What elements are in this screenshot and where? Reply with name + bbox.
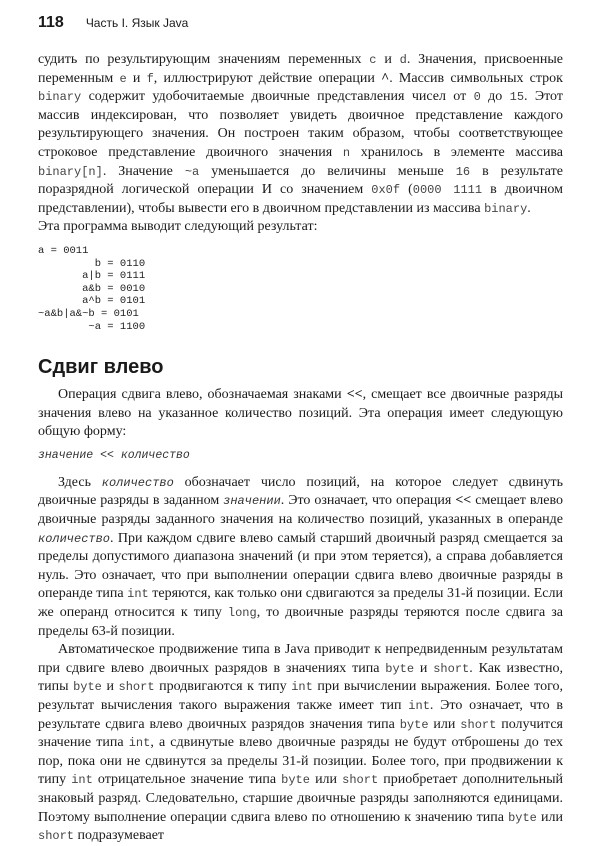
inline-italic-term: значении bbox=[223, 494, 281, 509]
operator-symbol: << bbox=[455, 493, 472, 509]
paragraph-type-promotion: Автоматическое продвижение типа в Java приводит к непредвиденным результатам при сдвиге влево двоичных разрядов в значениях типа byte и short. Как известно, типы byte и short продвигаются к типу int при вычислении выражения. Более того, результат вычисления такого выражения также имеет тип int. Это означает, что в результате сдвига влево двоичных разрядов значения типа byte или short получится значение типа int, а сдвинутые влево двоичные разряды не будут отброшены до тех пор, пока они не сдвинутся за пределы 31-й позиции. Более того, при продвижении к типу int отрицательное значение типа byte или short приобретает дополнительный знаковый разряд. Следовательно, старшие двоичные разряды заполняются единицами. Поэтому выполнение операции сдвига влево по отношению к значению типа byte или short подразумевает bbox=[38, 642, 563, 844]
paragraph-shift-details: Здесь количество обозначает число позиций, на которое следует сдвинуть двоичные разряды в заданном значении. Это означает, что операция << смещает влево двоичные разряды заданного значения на количество позиций, указанных в операнде количество. При каждом сдвиге влево самый старший двоичный разряд смещается за пределы допустимого диапазона значений (и при этом теряется), а справа добавляется нуль. Это означает, что при выполнении операции сдвига влево двоичные разряды в операнде типа int теряются, как только они сдвигаются за пределы 31-й позиции. Если же операнд относится к типу long, то двоичные разряды теряются после сдвига за пределы 63-й позиции. bbox=[38, 474, 564, 639]
inline-code: binary bbox=[484, 201, 528, 216]
running-title: Часть I. Язык Java bbox=[85, 16, 189, 30]
inline-italic-term: количество bbox=[38, 531, 111, 546]
inline-code: 0x0f bbox=[371, 183, 401, 198]
inline-code: 0 bbox=[473, 90, 481, 105]
inline-code: long bbox=[227, 606, 257, 621]
inline-code: int bbox=[71, 773, 93, 788]
page-number: 118 bbox=[38, 14, 64, 31]
inline-code: int bbox=[291, 680, 313, 695]
output-line: a|b = 0111 bbox=[38, 270, 146, 283]
inline-code: e bbox=[119, 71, 127, 86]
output-line: ~a&b|a&~b = 0101 bbox=[38, 307, 139, 320]
inline-code: 15 bbox=[509, 90, 525, 105]
inline-code: byte bbox=[385, 661, 415, 676]
operator-symbol: ^ bbox=[381, 70, 390, 86]
output-line: a&b = 0010 bbox=[38, 282, 146, 295]
output-line: a^b = 0101 bbox=[38, 295, 146, 308]
inline-code: ~a bbox=[184, 164, 200, 179]
inline-code: short bbox=[433, 661, 470, 676]
inline-code: binary[n] bbox=[38, 164, 103, 179]
inline-code: short bbox=[118, 680, 155, 695]
inline-code: int bbox=[408, 699, 430, 713]
inline-code: binary bbox=[38, 90, 82, 105]
inline-code: byte bbox=[73, 680, 102, 695]
paragraph-binary-explanation: судить по результирующим значениям переменных c и d. Значения, присвоенные переменным e и f, иллюстрируют действие операции ^. Массив символьных строк binary содержит удобочитаемые двоичные представления чисел от 0 до 15. Этот массив индексирован, что позволяет увидеть двоичное представление каждого результирующего значения. Он построен таким образом, чтобы соответствующее строковое представление двоичного значения n хранилось в элементе массива binary[n]. Значение ~a уменьшается до величины меньше 16 в результате поразрядной логической операции И со значением 0x0f (0000 1111 в двоичном представлении), чтобы вывести его в двоичном представлении из массива binary. bbox=[38, 52, 564, 216]
inline-italic-term: количество bbox=[101, 475, 174, 490]
inline-code: short bbox=[38, 829, 75, 844]
operator-symbol: << bbox=[346, 387, 363, 403]
inline-code: n bbox=[342, 145, 351, 160]
section-heading: Сдвиг влево bbox=[38, 356, 164, 379]
inline-code: f bbox=[146, 71, 154, 86]
inline-code: short bbox=[460, 717, 497, 732]
inline-code: byte bbox=[399, 717, 429, 732]
output-line: ~a = 1100 bbox=[38, 320, 146, 333]
book-page bbox=[38, 14, 563, 846]
inline-code: 0000 1111 bbox=[412, 183, 483, 198]
general-form: значение << количество bbox=[38, 448, 190, 462]
output-line: b = 0110 bbox=[38, 257, 146, 270]
inline-code: 16 bbox=[455, 164, 471, 179]
inline-code: byte bbox=[508, 810, 537, 825]
paragraph-shift-intro: Операция сдвига влево, обозначаемая знаками <<, смещает все двоичные разряды значения влево на указанное количество позиций. Эта операция имеет следующую общую форму: bbox=[38, 387, 563, 440]
output-line: a = 0011 bbox=[38, 244, 89, 257]
inline-code: int bbox=[127, 587, 149, 602]
page-header bbox=[38, 14, 563, 36]
inline-code: d bbox=[399, 53, 407, 67]
inline-code: c bbox=[369, 53, 377, 67]
inline-code: int bbox=[128, 736, 151, 751]
program-output bbox=[38, 245, 563, 333]
paragraph-output-intro: Эта программа выводит следующий результат: bbox=[38, 219, 318, 235]
inline-code: byte bbox=[281, 773, 310, 788]
inline-code: short bbox=[342, 773, 379, 788]
